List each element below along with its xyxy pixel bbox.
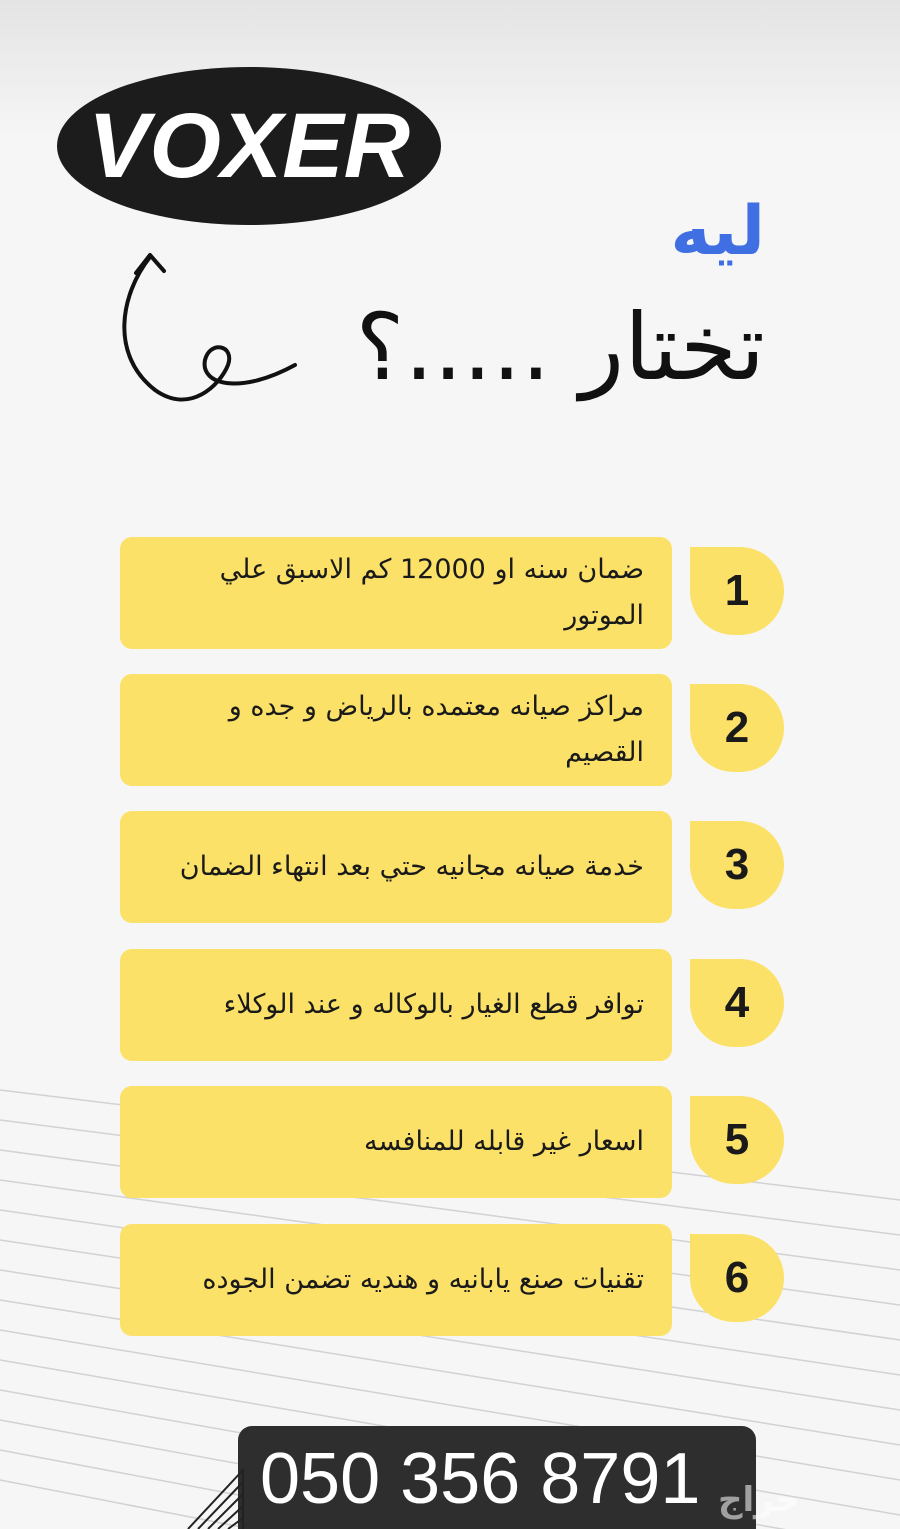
feature-text (180, 844, 644, 890)
feature-number-badge-5: 5 (690, 1096, 784, 1184)
feature-text-line1: ضمان سنه او 12000 كم الاسبق علي (219, 554, 644, 586)
feature-number-badge-1: 1 (690, 547, 784, 635)
feature-text-line2: الموتور (564, 600, 644, 631)
voxer-logo (55, 65, 443, 227)
phone-number[interactable]: 050 356 8791 (260, 1439, 701, 1519)
feature-card-5 (120, 1086, 672, 1198)
feature-number-badge-3: 3 (690, 821, 784, 909)
feature-card-4 (120, 949, 672, 1061)
feature-card-2 (120, 674, 672, 786)
phone-banner-arrow-decoration (168, 1440, 263, 1529)
feature-text (224, 982, 644, 1028)
logo-text: VOXER (87, 95, 411, 197)
feature-text-line1: توافر قطع الغيار بالوكاله و عند الوكلاء (223, 989, 644, 1021)
curved-arrow-icon (110, 245, 310, 415)
feature-number-badge-4: 4 (690, 959, 784, 1047)
feature-text (229, 684, 644, 776)
feature-card-3 (120, 811, 672, 923)
haraj-watermark: حراج (718, 1480, 800, 1520)
feature-text-line1: مراكز صيانه معتمده بالرياض و جده و (228, 691, 644, 723)
feature-number-badge-6: 6 (690, 1234, 784, 1322)
feature-text (364, 1119, 644, 1165)
feature-text (202, 1257, 644, 1303)
feature-number-badge-2: 2 (690, 684, 784, 772)
feature-text-line1: اسعار غير قابله للمنافسه (363, 1126, 644, 1158)
feature-text-line2: القصيم (565, 737, 644, 768)
feature-card-1 (120, 537, 672, 649)
title-choose: تختار .....؟ (355, 294, 765, 401)
feature-card-6 (120, 1224, 672, 1336)
feature-text (220, 547, 644, 639)
feature-text-line1: خدمة صيانه مجانيه حتي بعد انتهاء الضمان (179, 851, 644, 883)
feature-text-line1: تقنيات صنع يابانيه و هنديه تضمن الجوده (202, 1264, 644, 1296)
title-why: ليه (670, 192, 765, 271)
